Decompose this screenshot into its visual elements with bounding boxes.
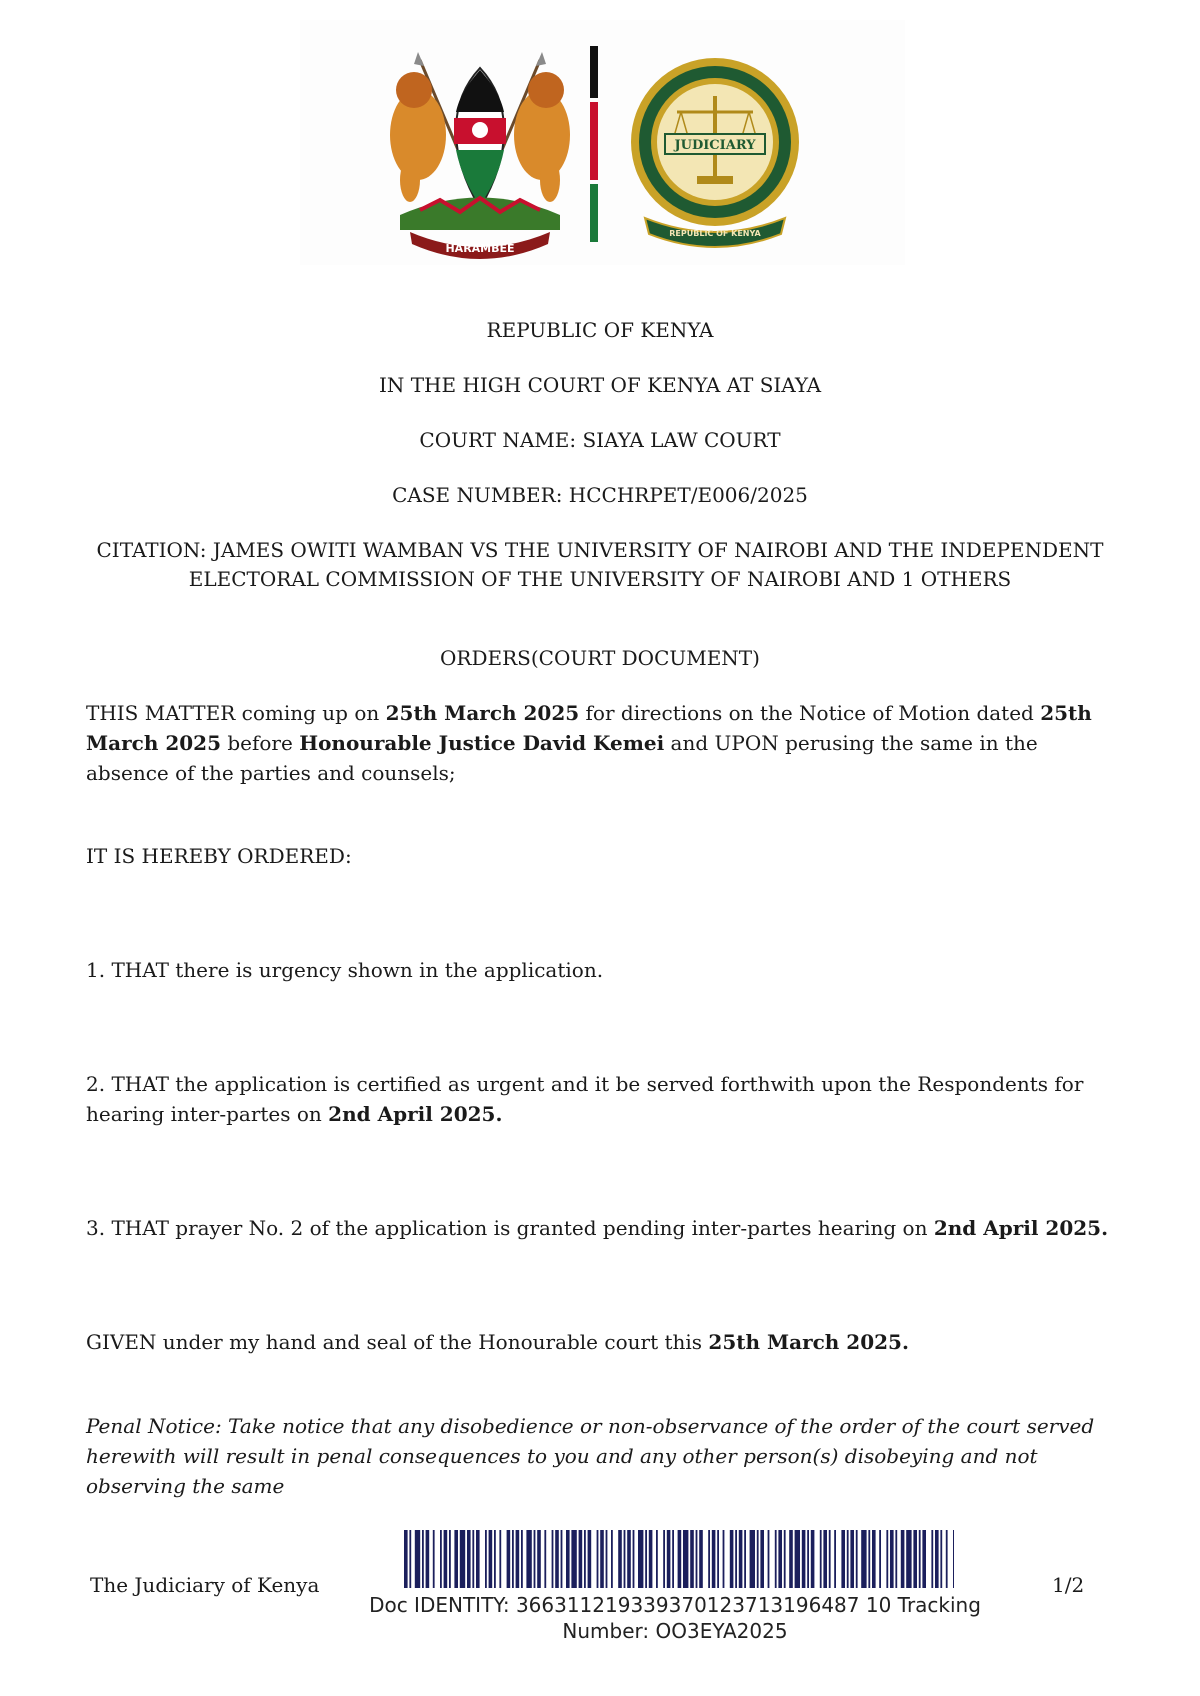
barcode-bar [890,1530,894,1588]
doc-identity: Doc IDENTITY: 366311219339370123713196487 10 Tracking Number: OO3EYA2025 [369,1593,981,1643]
barcode-bar [584,1530,586,1588]
barcode-bar [906,1530,911,1588]
citation-line-1: CITATION: JAMES OWITI WAMBAN VS THE UNIVERSITY OF NAIROBI AND THE INDEPENDENT [96,538,1104,562]
given-statement [86,1327,1126,1357]
barcode-bar [789,1530,793,1588]
barcode-bar [699,1530,703,1588]
ordered-heading: IT IS HEREBY ORDERED: [86,844,352,868]
barcode-bar [454,1530,458,1588]
intro-paragraph [86,698,1126,788]
barcode-bar [588,1530,592,1588]
barcode-bar [555,1530,559,1588]
barcode-bar [895,1530,897,1588]
barcode-bar [472,1530,474,1588]
barcode-bar [940,1530,942,1588]
barcode-bar [645,1530,647,1588]
barcode-bar [512,1530,514,1588]
barcode-bar [953,1530,954,1588]
barcode-bar [476,1530,480,1588]
page-number: 1/2 [1052,1573,1085,1597]
barcode-bar [579,1530,583,1588]
seal-title-text: JUDICIARY [674,138,756,153]
barcode-bar [757,1530,759,1588]
judiciary-seal [625,50,805,250]
barcode-bar [627,1530,631,1588]
barcode-bar [663,1530,665,1588]
seal-ribbon-text: REPUBLIC OF KENYA [669,229,761,238]
barcode-bar [946,1530,948,1588]
barcode-bar [847,1530,849,1588]
barcode-bar [544,1530,546,1588]
barcode-bar [784,1530,786,1588]
barcode-bar [683,1530,688,1588]
barcode-bar [606,1530,608,1588]
order-3-text: 3. THAT prayer No. 2 of the application is granted pending inter-partes hearing on [86,1216,934,1240]
barcode-bar [730,1530,734,1588]
barcode-bar [886,1530,888,1588]
flag-divider [590,46,598,242]
barcode-bar [552,1530,554,1588]
barcode-bar [935,1530,939,1588]
barcode-bar [690,1530,694,1588]
order-1: 1. THAT there is urgency shown in the application. [86,958,604,982]
barcode-bar [433,1530,435,1588]
intro-date-1: 25th March 2025 [385,701,580,725]
barcode-bar [561,1530,563,1588]
barcode-bar [521,1530,523,1588]
barcode-bar [850,1530,854,1588]
barcode-bar [571,1530,576,1588]
barcode-bar [744,1530,746,1588]
barcode-bar [834,1530,836,1588]
given-text: GIVEN under my hand and seal of the Honourable court this [86,1330,709,1354]
barcode-bar [516,1530,520,1588]
barcode-bar [901,1530,905,1588]
barcode-bar [795,1530,800,1588]
barcode-bar [778,1530,782,1588]
barcode-bar [404,1530,408,1588]
barcode-bar [467,1530,471,1588]
barcode-bar [723,1530,725,1588]
barcode-bar [739,1530,743,1588]
barcode-bar [823,1530,827,1588]
barcode-bar [611,1530,613,1588]
barcode-bar [802,1530,806,1588]
barcode-bar [534,1530,536,1588]
barcode-bar [499,1530,501,1588]
barcode-bar [566,1530,570,1588]
barcode-bar [667,1530,671,1588]
barcode-bar [768,1530,770,1588]
barcode-bar [489,1530,493,1588]
barcode-bar [735,1530,737,1588]
intro-text-1: THIS MATTER coming up on [86,701,386,725]
order-3 [86,1213,1126,1243]
document-type: ORDERS(COURT DOCUMENT) [440,646,760,670]
barcode-bar [775,1530,777,1588]
penal-notice: Penal Notice: Take notice that any disobedience or non-observance of the order of the court served herewith will result in penal consequences to you and any other person(s) disobeying and not observing the same [86,1414,1095,1498]
barcode-bar [872,1530,876,1588]
barcode-bar [494,1530,496,1588]
order-3-date: 2nd April 2025. [933,1216,1109,1240]
barcode-bar [922,1530,926,1588]
barcode-bar [633,1530,635,1588]
barcode-bar [807,1530,809,1588]
barcode-bar [811,1530,815,1588]
barcode-bar [526,1530,531,1588]
intro-date-2: 25th March 2025 [86,701,1092,755]
barcode-bar [750,1530,755,1588]
intro-text-4: and UPON perusing the same in the absence of the parties and counsels; [86,731,1038,785]
barcode-bar [919,1530,921,1588]
intro-text-2: for directions on the Notice of Motion dated [579,701,1041,725]
barcode-bar [656,1530,658,1588]
barcode-bar [415,1530,420,1588]
order-2-date: 2nd April 2025. [328,1102,503,1126]
case-number: CASE NUMBER: HCCHRPET/E006/2025 [392,483,808,507]
barcode-bar [649,1530,653,1588]
barcode-bar [879,1530,881,1588]
barcode-bar [600,1530,604,1588]
emblem-header [300,20,905,265]
barcode-bar [861,1530,866,1588]
citation-line-2: ELECTORAL COMMISSION OF THE UNIVERSITY OF NAIROBI AND 1 OTHERS [188,567,1012,591]
barcode-bar [624,1530,626,1588]
barcode-bar [696,1530,698,1588]
barcode-bar [618,1530,622,1588]
barcode-bar [708,1530,710,1588]
barcode-bar [717,1530,719,1588]
barcode-bar [426,1530,430,1588]
barcode-bar [856,1530,858,1588]
document-barcode [404,1530,954,1588]
court-name: COURT NAME: SIAYA LAW COURT [419,428,781,452]
barcode-bar [712,1530,716,1588]
barcode-bar [422,1530,424,1588]
barcode-bar [931,1530,933,1588]
footer-issuer: The Judiciary of Kenya [90,1573,320,1597]
barcode-bar [449,1530,451,1588]
given-date: 25th March 2025. [708,1330,909,1354]
barcode-bar [444,1530,448,1588]
order-2-text: 2. THAT the application is certified as urgent and it be served forthwith upon the Respondents for hearing inter-partes on [86,1072,1084,1126]
barcode-bar [440,1530,442,1588]
barcode-bar [460,1530,465,1588]
barcode-bar [841,1530,845,1588]
barcode-bar [485,1530,487,1588]
barcode-bar [913,1530,917,1588]
barcode-bar [760,1530,764,1588]
kenya-coat-of-arms [380,40,580,265]
barcode-bar [820,1530,822,1588]
barcode-bar [507,1530,511,1588]
barcode-bar [638,1530,643,1588]
barcode-bar [537,1530,541,1588]
intro-text-3: before [220,731,300,755]
order-2 [86,1069,1126,1129]
barcode-bar [829,1530,831,1588]
barcode-bar [678,1530,682,1588]
republic-heading: REPUBLIC OF KENYA [486,318,714,342]
barcode-bar [868,1530,870,1588]
barcode-bar [672,1530,674,1588]
judge-name: Honourable Justice David Kemei [299,731,665,755]
court-heading: IN THE HIGH COURT OF KENYA AT SIAYA [378,373,822,397]
barcode-bar [409,1530,411,1588]
barcode-bar [597,1530,599,1588]
coat-motto-text: HARAMBEE [445,242,515,255]
